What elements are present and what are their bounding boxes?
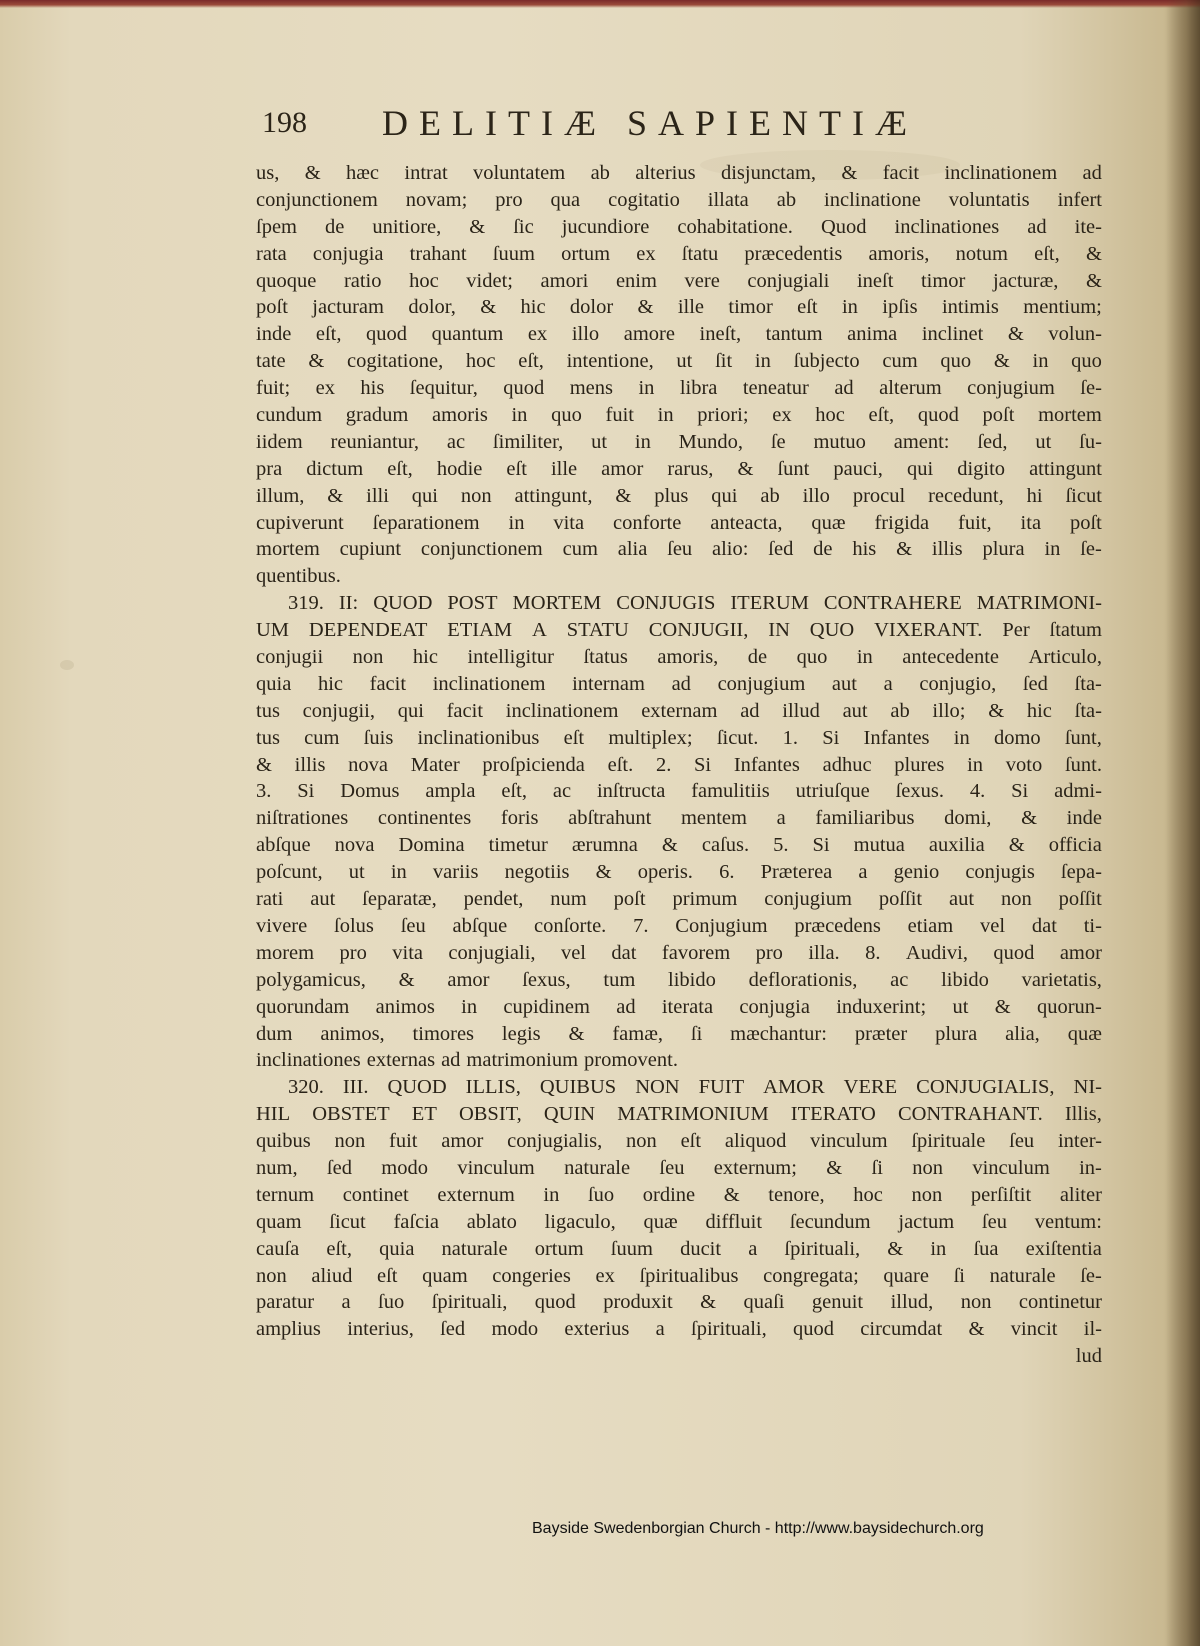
text-line: morem pro vita conjugiali, vel dat favorem pro illa. 8. Audivi, quod amor [256,941,1102,964]
text-line: quia hic facit inclinationem internam ad conjugium aut a conjugio, ſed ſta- [256,672,1102,695]
text-line: HIL OBSTET ET OBSIT, QUIN MATRIMONIUM ITERATO CONTRAHANT. Illis, [256,1103,1102,1126]
text-line: mortem cupiunt conjunctionem cum alia ſeu alio: ſed de his & illis plura in ſe- [256,538,1102,561]
text-line: abſque nova Domina timetur ærumna & caſus. 5. Si mutua auxilia & officia [256,834,1102,857]
page-stain [60,660,74,670]
text-line: UM DEPENDEAT ETIAM A STATU CONJUGII, IN QUO VIXERANT. Per ſtatum [256,619,1102,642]
text-line: polygamicus, & amor ſexus, tum libido deflorationis, ac libido varietatis, [256,968,1102,991]
body-text [256,160,1102,1370]
footer-credit: Bayside Swedenborgian Church - http://www.baysidechurch.org [532,1520,984,1537]
text-line: tus conjugii, qui facit inclinationem externam ad illud aut ab illo; & hic ſta- [256,699,1102,722]
text-line: tus cum ſuis inclinationibus eſt multiplex; ſicut. 1. Si Infantes in domo ſunt, [256,726,1102,749]
text-line: paratur a ſuo ſpirituali, quod produxit & quaſi genuit illud, non continetur [256,1291,1102,1314]
text-line: conjugii non hic intelligitur ſtatus amoris, de quo in antecedente Articulo, [256,646,1102,669]
text-line: inde eſt, quod quantum ex illo amore ineſt, tantum anima inclinet & volun- [256,323,1102,346]
text-line: conjunctionem novam; pro qua cogitatio illata ab inclinatione voluntatis infert [256,188,1102,211]
text-line: niſtrationes continentes foris abſtrahunt mentem a familiaribus domi, & inde [256,807,1102,830]
text-line: quibus non fuit amor conjugialis, non eſt aliquod vinculum ſpirituale ſeu inter- [256,1130,1102,1153]
text-line: num, ſed modo vinculum naturale ſeu externum; & ſi non vinculum in- [256,1156,1102,1179]
text-line: quorundam animos in cupidinem ad iterata conjugia induxerint; ut & quorun- [256,995,1102,1018]
text-line: rata conjugia trahant ſuum ortum ex ſtatu præcedentis amoris, notum eſt, & [256,242,1102,265]
text-line: cundum gradum amoris in quo fuit in priori; ex hoc eſt, quod poſt mortem [256,404,1102,427]
text-line: & illis nova Mater proſpicienda eſt. 2. Si Infantes adhuc plures in voto ſunt. [256,753,1102,776]
text-line: tate & cogitatione, hoc eſt, intentione, ut ſit in ſubjecto cum quo & in quo [256,350,1102,373]
text-line: quam ſicut faſcia ablato ligaculo, quæ diffluit ſecundum jactum ſeu ventum: [256,1210,1102,1233]
text-line: cupiverunt ſeparationem in vita conforte anteacta, quæ frigida fuit, ita poſt [256,511,1102,534]
text-line: 319. II: QUOD POST MORTEM CONJUGIS ITERUM CONTRAHERE MATRIMONI- [288,592,1102,615]
text-line: pra dictum eſt, hodie eſt ille amor rarus, & ſunt pauci, qui digito attingunt [256,457,1102,480]
text-line: us, & hæc intrat voluntatem ab alterius disjunctam, & facit inclinationem ad [256,162,1102,184]
text-line: ſpem de unitiore, & ſic jucundiore cohabitatione. Quod inclinationes ad ite- [256,215,1102,238]
page-gutter-shadow [1166,0,1200,1646]
page-number: 198 [262,106,307,139]
text-line: dum animos, timores legis & famæ, ſi mæchantur: præter plura alia, quæ [256,1022,1102,1045]
text-line: non aliud eſt quam congeries ex ſpiritualibus congregata; quare ſi naturale ſe- [256,1264,1102,1287]
text-line: lud [1075,1345,1102,1368]
text-line: inclinationes externas ad matrimonium promovent. [256,1049,678,1072]
text-line: poſt jacturam dolor, & hic dolor & ille timor eſt in ipſis intimis mentium; [256,296,1102,319]
text-line: iidem reuniantur, ac ſimiliter, ut in Mundo, ſe mutuo ament: ſed, ut ſu- [256,430,1102,453]
text-line: illum, & illi qui non attingunt, & plus qui ab illo procul recedunt, hi ſicut [256,484,1102,507]
text-line: vivere ſolus ſeu abſque conſorte. 7. Conjugium præcedens etiam vel dat ti- [256,914,1102,937]
text-line: amplius interius, ſed modo exterius a ſpirituali, quod circumdat & vincit il- [256,1318,1102,1341]
text-line: cauſa eſt, quia naturale ortum ſuum ducit a ſpirituali, & in ſua exiſtentia [256,1237,1102,1260]
page-top-edge [0,0,1200,8]
text-line: quoque ratio hoc videt; amori enim vere conjugiali ineſt timor jacturæ, & [256,269,1102,292]
text-line: fuit; ex his ſequitur, quod mens in libra teneatur ad alterum conjugium ſe- [256,377,1102,400]
running-title: DELITIÆ SAPIENTIÆ [382,103,918,143]
page-header [262,100,1022,150]
text-line: poſcunt, ut in variis negotiis & operis. 6. Præterea a genio conjugis ſepa- [256,861,1102,884]
text-line: quentibus. [256,565,341,588]
text-line: 3. Si Domus ampla eſt, ac inſtructa famulitiis utriuſque ſexus. 4. Si admi- [256,780,1102,803]
text-line: ternum continet externum in ſuo ordine & tenore, hoc non perſiſtit aliter [256,1183,1102,1206]
text-line: 320. III. QUOD ILLIS, QUIBUS NON FUIT AMOR VERE CONJUGIALIS, NI- [288,1076,1102,1099]
text-line: rati aut ſeparatæ, pendet, num poſt primum conjugium poſſit aut non poſſit [256,888,1102,911]
